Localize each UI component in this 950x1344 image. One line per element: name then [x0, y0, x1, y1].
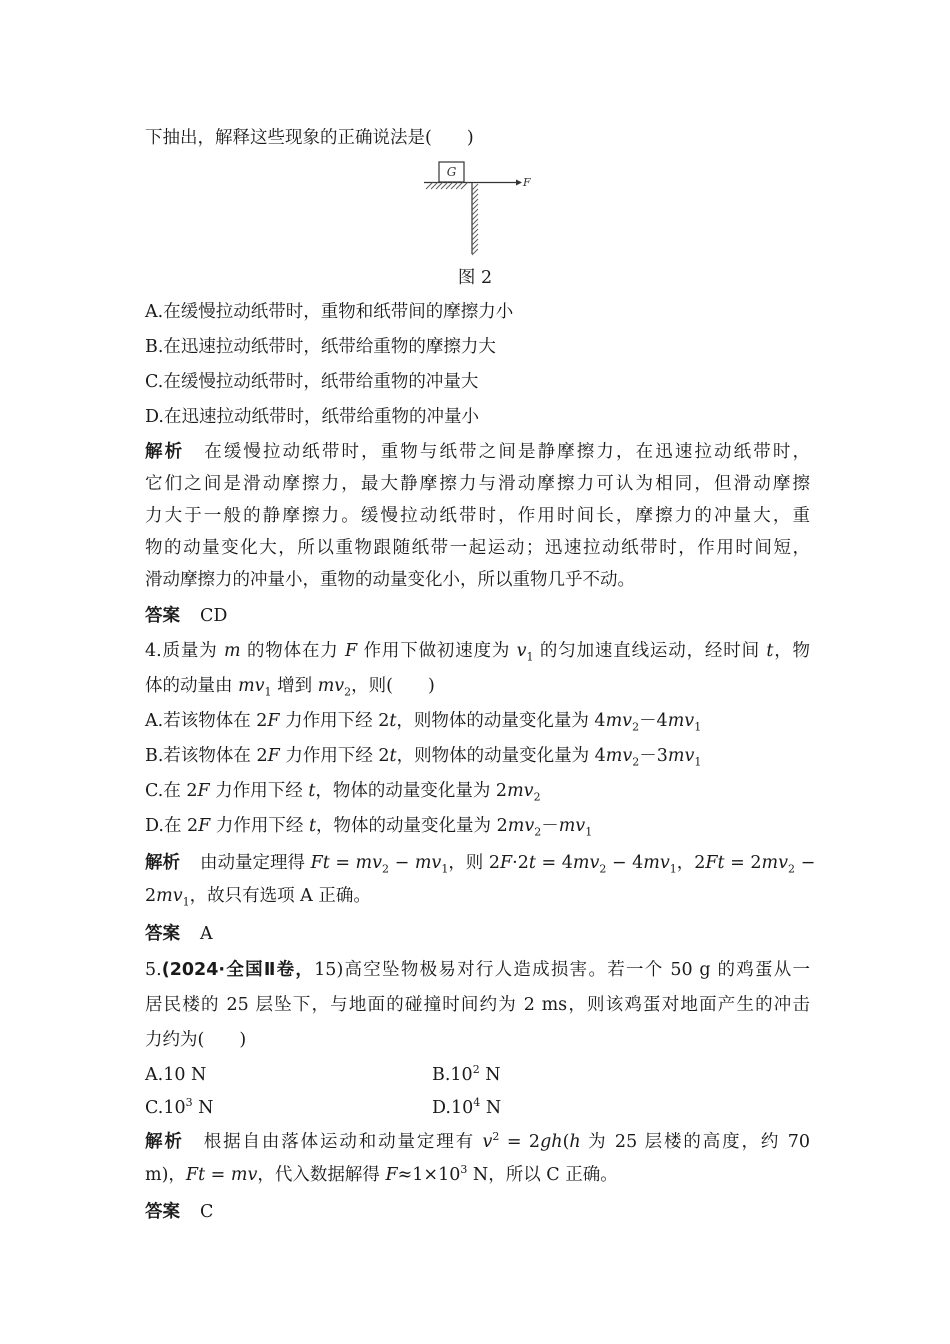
- q3-analysis-line-4: 物的动量变化大，所以重物跟随纸带一起运动；迅速拉动纸带时，作用时间短，: [145, 538, 810, 558]
- q3-option-b: B.在迅速拉动纸带时，纸带给重物的摩擦力大: [145, 337, 496, 357]
- q3-analysis-line-2: 它们之间是滑动摩擦力，最大静摩擦力与滑动摩擦力可认为相同，但滑动摩擦: [145, 474, 810, 494]
- q5-analysis-line-2: m)，Ft = mv，代入数据解得 $F\approx 1\times 10^3$ N，所以 C 正确。: [145, 1163, 618, 1185]
- q4-analysis-line-2: $2mv_1$，故只有选项 A 正确。: [145, 886, 371, 909]
- q5-option-a: A.10 N: [145, 1065, 207, 1085]
- q5-option-c: $C.10^3$ N: [145, 1096, 214, 1118]
- q3-analysis-line-5: 滑动摩擦力的冲量小，重物的动量变化小，所以重物几乎不动。: [145, 570, 635, 590]
- q5-stem-line-1: 5.(2024·全国Ⅱ卷，15)高空坠物极易对行人造成损害。若一个 50 g 的鸡蛋从一: [145, 960, 810, 980]
- figure-block-label: G: [446, 165, 457, 179]
- q4-option-c: C.在 2F 力作用下经 t，物体的动量变化量为 $2mv_2$: [145, 781, 541, 804]
- q4-analysis-line-1: 解析 由动量定理得 $Ft = mv_2 - mv_1$，则 $2F\cdot 2t = 4mv_2 - 4mv_1$，$2Ft = 2mv_2$ −: [145, 853, 816, 876]
- answer-label: 答案: [145, 606, 180, 626]
- q5-stem-line-3: 力约为( ): [145, 1030, 247, 1050]
- answer-label: 答案: [145, 924, 180, 944]
- q5-option-d: $D.10^4$ N: [432, 1096, 502, 1118]
- q5-options-row-2: [145, 1096, 810, 1120]
- q3-answer: 答案 CD: [145, 606, 228, 626]
- q4-option-a: A.若该物体在 2F 力作用下经 2t，则物体的动量变化量为 $4mv_2-4mv_1$: [145, 711, 702, 734]
- analysis-label: 解析: [145, 1132, 184, 1152]
- q3-stem-tail: 下抽出，解释这些现象的正确说法是( ): [145, 128, 474, 148]
- q3-option-d: D.在迅速拉动纸带时，纸带给重物的冲量小: [145, 407, 479, 427]
- q5-analysis-line-1: 解析 根据自由落体运动和动量定理有 $v^2 = 2gh(h$ 为 25 层楼的高度，约 70: [145, 1130, 810, 1152]
- q5-stem-line-2: 居民楼的 25 层坠下，与地面的碰撞时间约为 2 ms，则该鸡蛋对地面产生的冲击: [145, 995, 810, 1015]
- analysis-label: 解析: [145, 442, 185, 462]
- figure-force-label: F: [523, 176, 531, 189]
- q5-option-b: $B.10^2$ N: [432, 1063, 501, 1085]
- q4-option-b: B.若该物体在 2F 力作用下经 2t，则物体的动量变化量为 $4mv_2-3mv_1$: [145, 746, 702, 769]
- q3-figure-diagram: [418, 158, 533, 258]
- figure-caption: 图 2: [457, 268, 493, 288]
- q4-stem-line-2: 体的动量由 $mv_1$ 增到 $mv_2$，则( ): [145, 676, 435, 699]
- q5-options-row-1: [145, 1063, 810, 1087]
- answer-label: 答案: [145, 1202, 180, 1222]
- q5-answer: 答案 C: [145, 1202, 214, 1222]
- analysis-label: 解析: [145, 853, 180, 873]
- q3-option-c: C.在缓慢拉动纸带时，纸带给重物的冲量大: [145, 372, 479, 392]
- q4-answer: 答案 A: [145, 924, 213, 944]
- q3-analysis-line-1: 解析 在缓慢拉动纸带时，重物与纸带之间是静摩擦力，在迅速拉动纸带时，: [145, 442, 810, 462]
- q3-option-a: A.在缓慢拉动纸带时，重物和纸带间的摩擦力小: [145, 302, 514, 322]
- q4-option-d: D.在 2F 力作用下经 t，物体的动量变化量为 $2mv_2-mv_1$: [145, 816, 593, 839]
- q3-analysis-line-3: 力大于一般的静摩擦力。缓慢拉动纸带时，作用时间长，摩擦力的冲量大，重: [145, 506, 810, 526]
- q4-stem-line-1: 4.质量为 m 的物体在力 F 作用下做初速度为 $v_1$ 的匀加速直线运动，经时间 t，物: [145, 641, 811, 664]
